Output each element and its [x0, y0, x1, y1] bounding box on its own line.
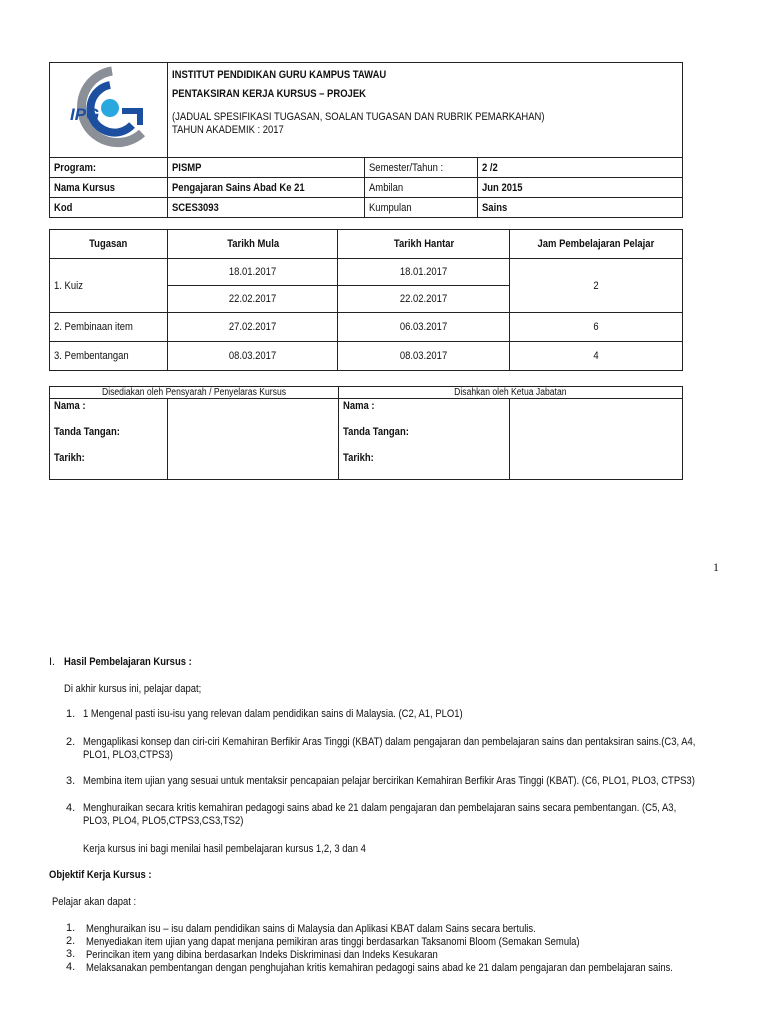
list-number: 2.: [66, 736, 76, 748]
info-label: Kod: [54, 201, 73, 214]
info-value: SCES3093: [171, 201, 219, 214]
date-field-label: Tarikh:: [54, 452, 85, 464]
preparer-signature-box: [167, 399, 338, 480]
list-number: 4.: [66, 961, 76, 973]
start-date: 08.03.2017: [229, 350, 277, 362]
list-item: Membina item ujian yang sesuai untuk mentaksir pencapaian pelajar bercirikan Kemahiran Berfikir Aras Tinggi (KBAT). (C6, PLO1, PLO3, CTPS3): [83, 775, 695, 787]
info-row: [50, 198, 683, 218]
info-value: PISMP: [171, 161, 202, 174]
signature-body-row: [50, 399, 683, 480]
page-number: 1: [713, 560, 719, 574]
start-date: 18.01.2017: [229, 266, 277, 278]
list-item-continued: PLO1, PLO3,CTPS3): [83, 749, 173, 761]
logo-cell: [50, 63, 168, 158]
approved-by-label: Disahkan oleh Ketua Jabatan: [454, 387, 567, 398]
ipg-logo: [50, 63, 160, 157]
section-title: Objektif Kerja Kursus :: [49, 869, 152, 881]
name-field-label: Nama :: [342, 400, 375, 412]
title-cell: [167, 63, 682, 158]
info-label: Kumpulan: [368, 201, 412, 214]
task-name: 1. Kuiz: [54, 279, 83, 292]
info-label: Nama Kursus: [54, 181, 115, 194]
date-field-label: Tarikh:: [342, 452, 374, 464]
end-date: 18.01.2017: [400, 266, 448, 278]
objective-item: Melaksanakan pembentangan dengan penghujahan kritis kemahiran pedagogi sains abad ke 21 dalam pengajaran dan pembelajaran sains.: [86, 962, 673, 974]
end-date: 22.02.2017: [400, 293, 448, 305]
section-intro: Di akhir kursus ini, pelajar dapat;: [64, 683, 202, 695]
table-row: [50, 342, 683, 371]
task-name: 2. Pembinaan item: [54, 321, 133, 333]
task-name: 3. Pembentangan: [54, 350, 129, 362]
prepared-by-label: Disediakan oleh Pensyarah / Penyelaras Kursus: [101, 387, 286, 398]
ipg-logo-icon: [50, 63, 160, 157]
list-number: 1.: [66, 922, 76, 934]
info-value: Sains: [481, 201, 507, 214]
section-title: Hasil Pembelajaran Kursus :: [64, 656, 192, 668]
objective-item: Menyediakan item ujian yang dapat menjana pemikiran aras tinggi berdasarkan Taksanomi Bloom (Semakan Semula): [86, 936, 580, 948]
list-item: Menghuraikan secara kritis kemahiran pedagogi sains abad ke 21 dalam pengajaran dan pembelajaran sains secara pembentangan. (C5, A3,: [83, 802, 677, 814]
hours: 2: [593, 279, 599, 292]
column-header: Tugasan: [89, 238, 128, 250]
hours: 4: [593, 350, 599, 362]
coursework-note: Kerja kursus ini bagi menilai hasil pembelajaran kursus 1,2, 3 dan 4: [83, 843, 366, 855]
signature-header-row: [50, 387, 683, 399]
tasks-header-row: [50, 230, 683, 259]
list-item: 1 Mengenal pasti isu-isu yang relevan dalam pendidikan sains di Malaysia. (C2, A1, PLO1): [83, 708, 463, 720]
list-number: 1.: [66, 708, 76, 720]
objective-item: Perincikan item yang dibina berdasarkan Indeks Diskriminasi dan Indeks Kesukaran: [86, 949, 438, 961]
svg-text:IPG: IPG: [70, 105, 100, 124]
section-intro: Pelajar akan dapat :: [52, 896, 137, 908]
academic-year: TAHUN AKADEMIK : 2017: [171, 124, 284, 136]
column-header: Jam Pembelajaran Pelajar: [537, 238, 655, 250]
table-row: [50, 259, 683, 286]
list-number: 3.: [66, 948, 76, 960]
tasks-table: [49, 229, 683, 371]
list-item: Mengaplikasi konsep dan ciri-ciri Kemahiran Berfikir Aras Tinggi (KBAT) dalam pengajaran dan pembelajaran sains dan pentaksiran sains.(C3, A4,: [83, 736, 696, 748]
signature-field-label: Tanda Tangan:: [342, 426, 409, 438]
start-date: 22.02.2017: [229, 293, 277, 305]
preparer-fields: [50, 399, 168, 480]
institute-name: INSTITUT PENDIDIKAN GURU KAMPUS TAWAU: [171, 69, 387, 81]
objective-item: Menghuraikan isu – isu dalam pendidikan sains di Malaysia dan Aplikasi KBAT dalam Sains secara bertulis.: [86, 923, 536, 935]
end-date: 08.03.2017: [400, 350, 448, 362]
list-number: 3.: [66, 775, 76, 787]
info-label: Program:: [54, 161, 97, 174]
list-number: 2.: [66, 935, 76, 947]
info-label: Ambilan: [368, 181, 403, 194]
info-value: 2 /2: [481, 161, 498, 174]
end-date: 06.03.2017: [400, 321, 448, 333]
header-table: [49, 62, 683, 218]
column-header: Tarikh Hantar: [393, 238, 454, 250]
info-label: Semester/Tahun :: [368, 161, 443, 174]
signature-table: [49, 386, 683, 480]
info-value: Pengajaran Sains Abad Ke 21: [171, 181, 305, 194]
table-row: [50, 313, 683, 342]
subtitle: (JADUAL SPESIFIKASI TUGASAN, SOALAN TUGASAN DAN RUBRIK PEMARKAHAN): [171, 111, 545, 123]
list-item-continued: PLO3, PLO4, PLO5,CTPS3,CS3,TS2): [83, 815, 244, 827]
info-value: Jun 2015: [481, 181, 523, 194]
name-field-label: Nama :: [54, 400, 86, 412]
signature-field-label: Tanda Tangan:: [54, 426, 120, 438]
approver-fields: [338, 399, 510, 480]
section-marker: I.: [49, 656, 56, 668]
assessment-title: PENTAKSIRAN KERJA KURSUS – PROJEK: [171, 88, 366, 100]
start-date: 27.02.2017: [229, 321, 277, 333]
info-row: [50, 178, 683, 198]
list-number: 4.: [66, 802, 76, 814]
approver-signature-box: [510, 399, 683, 480]
hours: 6: [593, 321, 599, 333]
column-header: Tarikh Mula: [226, 238, 279, 250]
info-row: [50, 158, 683, 178]
